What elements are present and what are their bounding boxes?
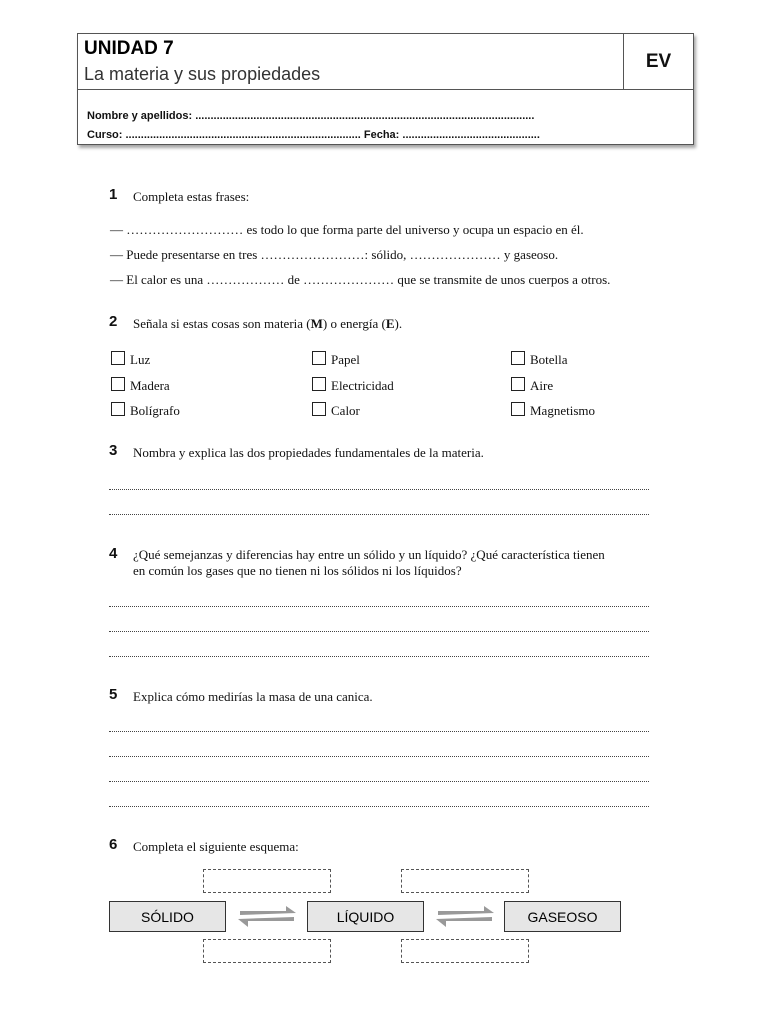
question-6-prompt: Completa el siguiente esquema:	[133, 839, 299, 854]
question-5-number: 5	[109, 686, 118, 703]
question-4-number: 4	[109, 545, 118, 562]
question-2-prompt	[133, 316, 402, 332]
checkbox-item-aire[interactable]	[511, 378, 553, 394]
answer-line[interactable]	[109, 606, 649, 607]
answer-line[interactable]	[109, 781, 649, 782]
checkbox-item-calor[interactable]	[312, 403, 360, 419]
question-6-number: 6	[109, 836, 118, 853]
checkbox-square[interactable]	[312, 402, 326, 416]
prompt-materia-letter: M	[310, 316, 323, 331]
question-4-prompt-line-2: en común los gases que no tienen ni los sólidos ni los líquidos?	[133, 563, 462, 578]
prompt-part: ) o energía (	[322, 316, 386, 331]
checkbox-item-botella[interactable]	[511, 352, 568, 368]
question-1-sentence-1[interactable]: — ……………………… es todo lo que forma parte del universo y ocupa un espacio en él.	[110, 222, 584, 237]
checkbox-square[interactable]	[511, 402, 525, 416]
checkbox-square[interactable]	[111, 402, 125, 416]
checkbox-label: Aire	[530, 378, 554, 393]
course-date-field[interactable]: Curso: ............................................................................. Fecha: .............................................	[87, 129, 540, 141]
checkbox-item-boligrafo[interactable]	[111, 403, 180, 419]
checkbox-square[interactable]	[511, 377, 525, 391]
answer-line[interactable]	[109, 756, 649, 757]
unit-title: UNIDAD 7	[84, 38, 174, 59]
evaluation-code: EV	[623, 34, 693, 89]
checkbox-label: Botella	[530, 352, 568, 367]
header-title-row	[78, 34, 693, 90]
checkbox-square[interactable]	[111, 377, 125, 391]
question-1-sentence-3[interactable]: — El calor es una ……………… de ………………… que se transmite de unos cuerpos a otros.	[110, 272, 611, 287]
checkbox-square[interactable]	[111, 351, 125, 365]
checkbox-item-madera[interactable]	[111, 378, 170, 394]
prompt-energia-letter: E	[385, 316, 395, 331]
checkbox-label: Calor	[331, 403, 360, 418]
state-box-liquido: LÍQUIDO	[307, 901, 424, 932]
checkbox-label: Madera	[130, 378, 170, 393]
state-box-solido: SÓLIDO	[109, 901, 226, 932]
checkbox-label: Papel	[331, 352, 360, 367]
question-3-prompt: Nombra y explica las dos propiedades fundamentales de la materia.	[133, 445, 484, 460]
answer-box-top-left[interactable]	[203, 869, 331, 893]
question-4-prompt-line-1: ¿Qué semejanzas y diferencias hay entre un sólido y un líquido? ¿Qué característica tienen	[133, 547, 605, 562]
prompt-part: ).	[394, 316, 403, 331]
question-1-prompt: Completa estas frases:	[133, 189, 250, 204]
question-3-number: 3	[109, 442, 118, 459]
state-box-gaseoso: GASEOSO	[504, 901, 621, 932]
answer-line[interactable]	[109, 514, 649, 515]
question-2-number: 2	[109, 313, 118, 330]
checkbox-item-papel[interactable]	[312, 352, 360, 368]
checkbox-label: Magnetismo	[530, 403, 595, 418]
answer-line[interactable]	[109, 489, 649, 490]
checkbox-label: Bolígrafo	[130, 403, 180, 418]
checkbox-label: Electricidad	[331, 378, 394, 393]
unit-subtitle: La materia y sus propiedades	[84, 64, 321, 84]
checkbox-square[interactable]	[511, 351, 525, 365]
double-arrow-icon	[432, 903, 498, 931]
answer-box-bottom-left[interactable]	[203, 939, 331, 963]
answer-box-top-right[interactable]	[401, 869, 529, 893]
checkbox-label: Luz	[130, 352, 151, 367]
checkbox-square[interactable]	[312, 377, 326, 391]
name-field[interactable]: Nombre y apellidos: ...............................................................................................................	[87, 110, 535, 122]
answer-line[interactable]	[109, 631, 649, 632]
answer-line[interactable]	[109, 656, 649, 657]
checkbox-item-magnetismo[interactable]	[511, 403, 595, 419]
checkbox-square[interactable]	[312, 351, 326, 365]
question-5-prompt: Explica cómo medirías la masa de una canica.	[133, 689, 373, 704]
question-1-sentence-2[interactable]: — Puede presentarse en tres ……………………: sólido, ………………… y gaseoso.	[110, 247, 559, 262]
question-1-number: 1	[109, 186, 118, 203]
worksheet-header	[77, 33, 694, 145]
checkbox-item-electricidad[interactable]	[312, 378, 394, 394]
double-arrow-icon	[234, 903, 300, 931]
answer-box-bottom-right[interactable]	[401, 939, 529, 963]
answer-line[interactable]	[109, 731, 649, 732]
answer-line[interactable]	[109, 806, 649, 807]
prompt-part: Señala si estas cosas son materia (	[133, 316, 311, 331]
checkbox-item-luz[interactable]	[111, 352, 150, 368]
